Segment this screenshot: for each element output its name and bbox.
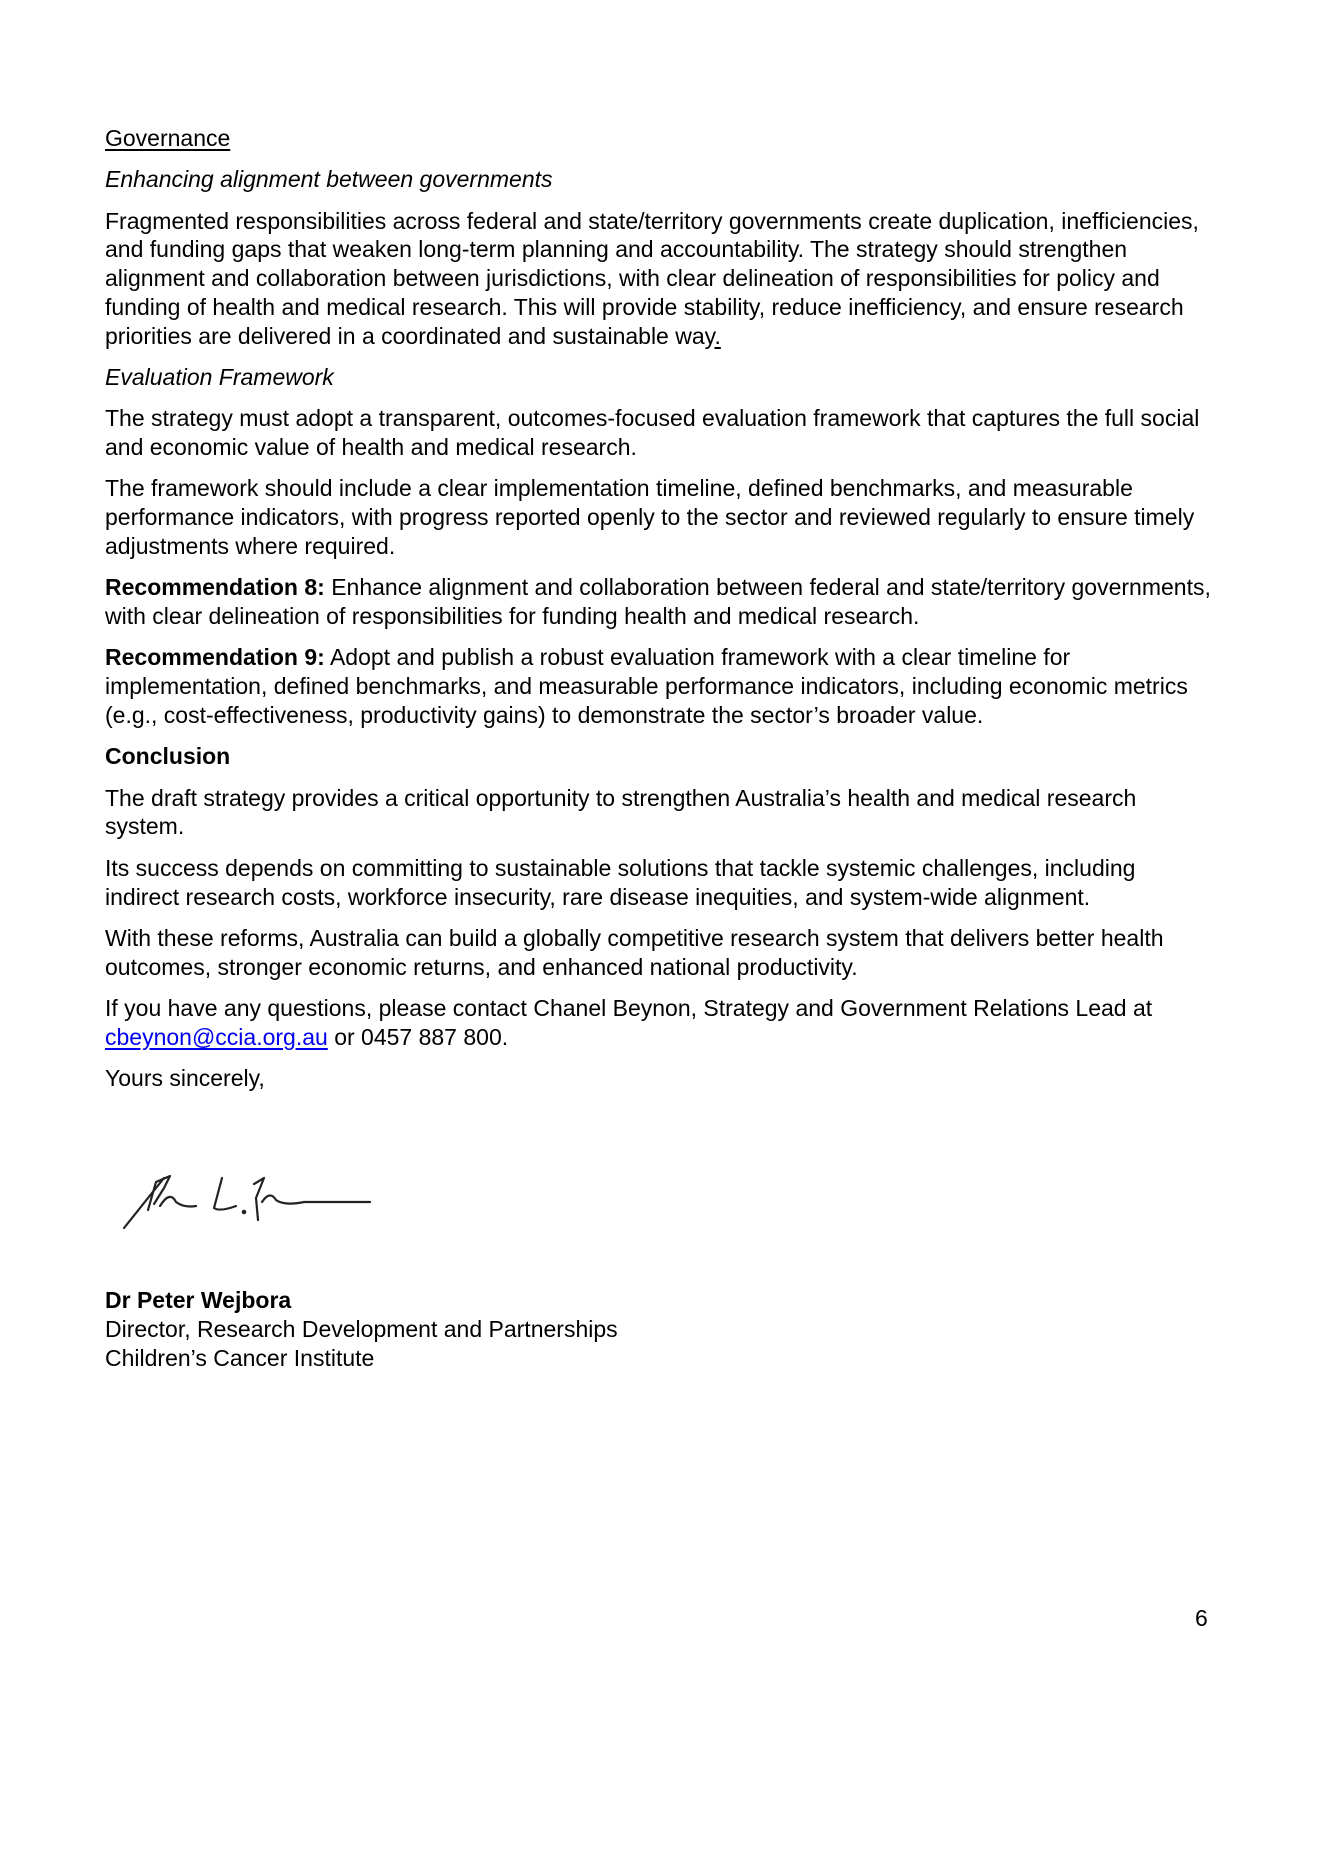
signer-organization: Children’s Cancer Institute (105, 1344, 375, 1371)
recommendation-label: Recommendation 8: (105, 574, 325, 601)
signer-title: Director, Research Development and Partnerships (105, 1315, 618, 1342)
subheading-evaluation: Evaluation Framework (105, 364, 334, 391)
signature-image (118, 1168, 378, 1232)
section-heading-conclusion: Conclusion (105, 743, 231, 770)
paragraph-contact: If you have any questions, please contact Chanel Beynon, Strategy and Government Relations Lead at cbeynon@ccia.org.au or 0457 887 800. (105, 994, 1153, 1050)
email-link[interactable]: cbeynon@ccia.org.au (105, 1023, 328, 1050)
recommendation-label: Recommendation 9: (105, 644, 325, 671)
section-heading-governance: Governance (105, 125, 231, 151)
paragraph-alignment: Fragmented responsibilities across federal and state/territory governments create duplication, inefficiencies, and funding gaps that weaken long-term planning and accountability. The strategy should strengthen alignment and collaboration between jurisdictions, with clear delineation of responsibilities for policy and funding of health and medical research. This will provide stability, reduce inefficiency, and ensure research priorities are delivered in a coordinated and sustainable way. (105, 207, 1199, 349)
recommendation-8: Recommendation 8: Enhance alignment and collaboration between federal and state/territory governments, with clear delineation of responsibilities for funding health and medical research. (105, 574, 1211, 630)
closing: Yours sincerely, (105, 1065, 265, 1092)
page-number: 6 (1195, 1605, 1208, 1631)
paragraph-conclusion-2: Its success depends on committing to sustainable solutions that tackle systemic challenges, including indirect research costs, workforce insecurity, rare disease inequities, and system-wide alignment. (105, 854, 1136, 910)
paragraph-evaluation-2: The framework should include a clear implementation timeline, defined benchmarks, and measurable performance indicators, with progress reported openly to the sector and reviewed regularly to ensure timely adjustments where required. (105, 475, 1195, 560)
document-body (105, 124, 1215, 1105)
recommendation-9: Recommendation 9: Adopt and publish a robust evaluation framework with a clear timeline for implementation, defined benchmarks, and measurable performance indicators, including economic metrics (e.g., cost-effectiveness, productivity gains) to demonstrate the sector’s broader value. (105, 644, 1188, 729)
signer-block (105, 1286, 618, 1372)
subheading-alignment: Enhancing alignment between governments (105, 166, 553, 193)
paragraph-evaluation-1: The strategy must adopt a transparent, outcomes-focused evaluation framework that captures the full social and economic value of health and medical research. (105, 405, 1200, 461)
paragraph-conclusion-3: With these reforms, Australia can build a globally competitive research system that delivers better health outcomes, stronger economic returns, and enhanced national productivity. (105, 924, 1164, 980)
paragraph-conclusion-1: The draft strategy provides a critical opportunity to strengthen Australia’s health and medical research system. (105, 784, 1137, 840)
signer-name: Dr Peter Wejbora (105, 1287, 292, 1313)
